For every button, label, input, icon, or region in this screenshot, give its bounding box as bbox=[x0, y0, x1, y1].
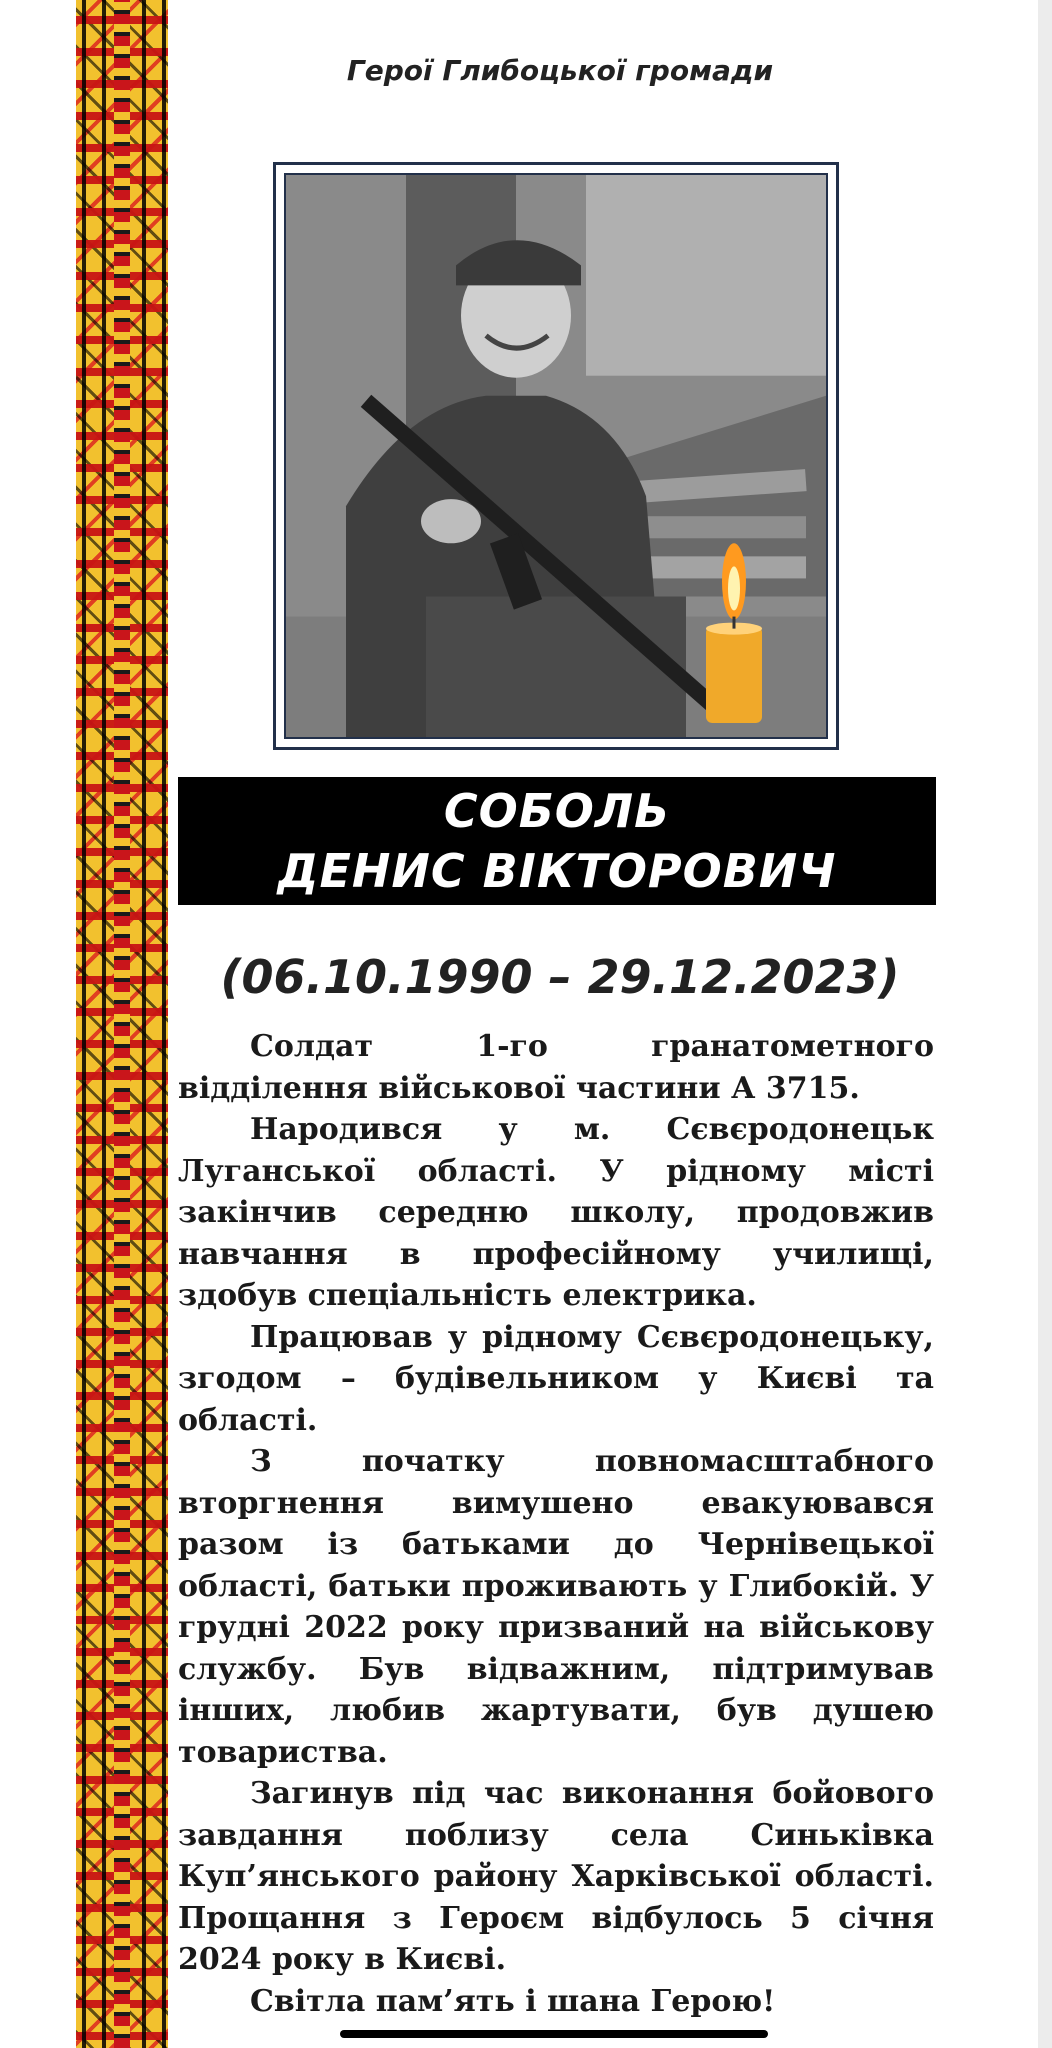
surname: СОБОЛЬ bbox=[443, 784, 671, 838]
bio-paragraph: Народився у м. Сєвєродонецьк Луганської області. У рідному місті закінчив середню школу, продовжив навчання в професійному училищі, здобув спеціальність електрика. bbox=[178, 1112, 934, 1313]
bio-paragraph: Працював у рідному Сєвєродонецьку, згодом – будівельником у Києві та області. bbox=[178, 1319, 934, 1438]
bio-paragraph: З початку повномасштабного вторгнення вимушено евакуювався разом із батьками до Чернівецької області, батьки проживають у Глибокій. У грудні 2022 року призваний на військову службу. Був відважним, підтримував інших, любив жартувати, був душею товариства. bbox=[178, 1444, 934, 1770]
page-header: Герої Глибоцької громади bbox=[346, 54, 774, 87]
memorial-line: Світла пам’ять і шана Герою! bbox=[250, 1983, 776, 2019]
bio-paragraph: Солдат 1-го гранатометного відділення військової частини А 3715. bbox=[178, 1029, 934, 1106]
biography bbox=[178, 1026, 934, 2022]
name-banner bbox=[178, 777, 936, 905]
portrait-illustration bbox=[286, 175, 826, 737]
bio-paragraph: Загинув під час виконання бойового завдання поблизу села Синьківка Куп’янського району Харківської області. Прощання з Героєм відбулось 5 січня 2024 року в Києві. bbox=[178, 1776, 934, 1977]
home-indicator-bar bbox=[340, 2030, 768, 2038]
given-names: ДЕНИС ВІКТОРОВИЧ bbox=[277, 844, 837, 898]
embroidery-ornament-strip bbox=[76, 0, 168, 2048]
portrait-photo bbox=[284, 173, 828, 739]
life-dates: (06.10.1990 – 29.12.2023) bbox=[220, 950, 900, 1004]
portrait-frame bbox=[273, 162, 839, 750]
